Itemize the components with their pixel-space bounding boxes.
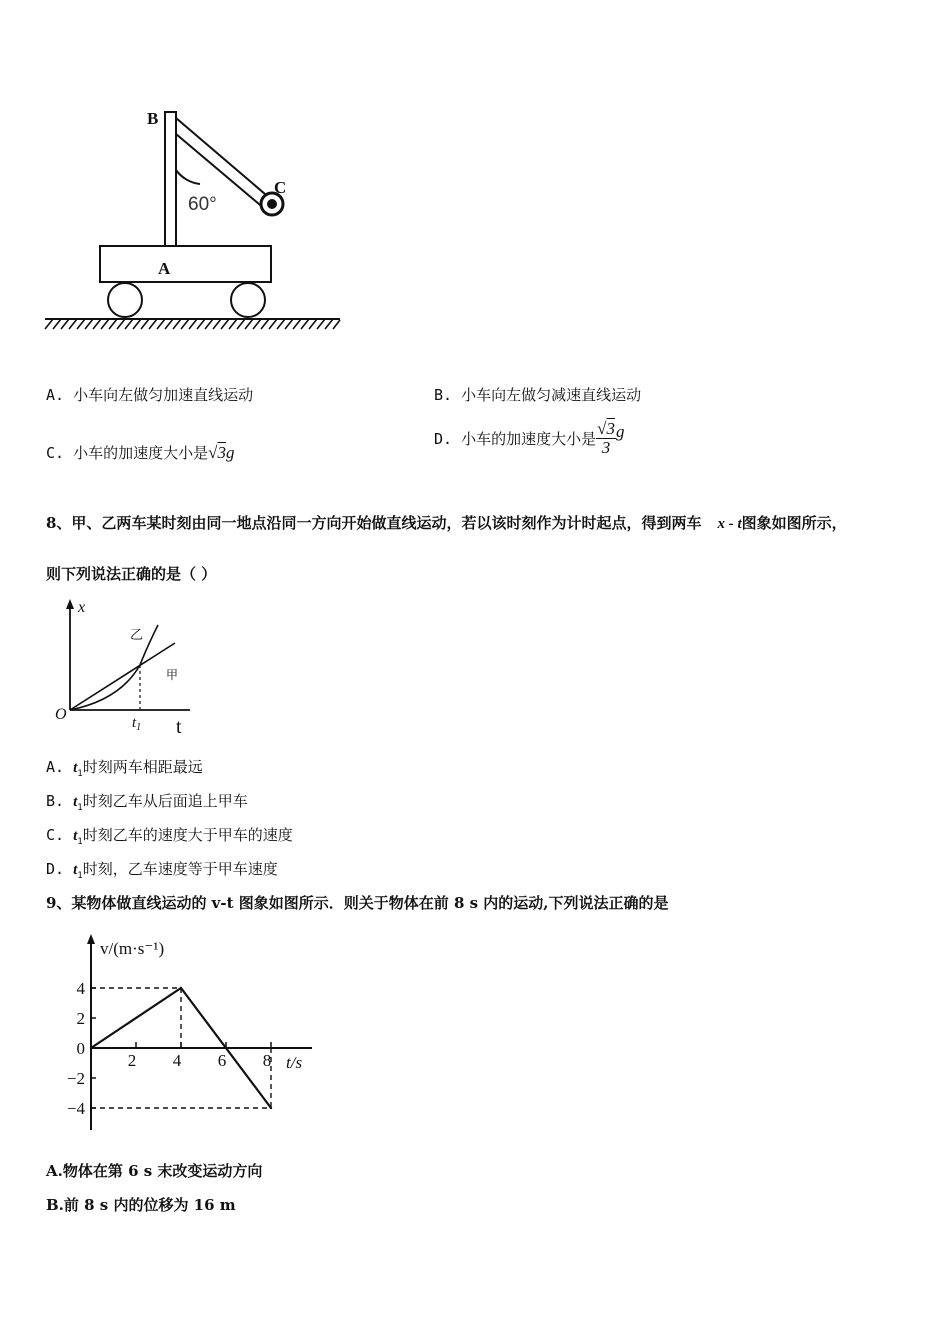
q7-option-c[interactable]: C. 小车的加速度大小是√3g: [46, 443, 235, 462]
q8-b-var: t: [73, 794, 78, 810]
vt-y-tick-label: −4: [66, 1099, 85, 1118]
vt-y-tick-label: 0: [76, 1039, 85, 1058]
vt-x-tick-label: 6: [217, 1051, 227, 1070]
q8-d-prefix: D.: [46, 860, 74, 878]
vertical-post: [165, 112, 176, 247]
q8-c-var: t: [73, 828, 78, 844]
vt-x-tick-label: 2: [127, 1051, 137, 1070]
q8-a-var: t: [73, 760, 78, 776]
label-c: C: [274, 178, 287, 197]
q8-stem-line1: [46, 512, 847, 533]
q8-d-sub: 1: [77, 871, 83, 881]
q8-b-text: 时刻乙车从后面追上甲车: [82, 792, 248, 810]
wheel-right: [231, 283, 265, 317]
vt-data-point: [180, 987, 182, 989]
q8-option-a[interactable]: [46, 756, 203, 779]
vt-y-axis-label: v/(m·s⁻¹): [100, 939, 165, 958]
q9-option-b[interactable]: B.前 8 s 内的位移为 16 m: [46, 1196, 236, 1214]
xt-origin-label: O: [55, 706, 67, 723]
vt-data-point: [270, 1107, 272, 1109]
q9-stem: 9、某物体做直线运动的 v-t 图象如图所示．则关于物体在前 8 s 内的运动,下列说法正确的是: [46, 894, 669, 912]
q7-option-d-text: D. 小车的加速度大小是: [434, 429, 597, 448]
q8-option-d[interactable]: [46, 858, 278, 881]
d-var: g: [615, 421, 625, 441]
d-denominator: 3: [601, 437, 611, 457]
q8-stem-end: 图象如图所示，: [741, 514, 847, 532]
vt-graph: [50, 930, 330, 1140]
ground-hatch: [45, 319, 340, 329]
q7-option-b[interactable]: B. 小车向左做匀减速直线运动: [434, 386, 642, 404]
label-yi: 乙: [130, 627, 144, 642]
c-var: g: [225, 443, 235, 462]
xt-x-axis-label: t: [176, 716, 182, 735]
vt-y-tick-label: −2: [66, 1069, 85, 1088]
q8-d-var: t: [73, 862, 78, 878]
rod-line: [176, 118, 272, 200]
c-radicand: 3: [217, 443, 226, 462]
q8-option-c[interactable]: [46, 824, 293, 847]
xt-y-axis-label: x: [78, 599, 86, 616]
q8-c-text: 时刻乙车的速度大于甲车的速度: [82, 826, 293, 844]
label-jia: 甲: [166, 668, 179, 682]
q8-a-sub: 1: [77, 769, 83, 779]
vt-data-point: [90, 1047, 92, 1049]
vt-y-tick-label: 4: [76, 979, 85, 998]
d-radicand: 3: [606, 419, 615, 438]
q8-d-text: 时刻，乙车速度等于甲车速度: [82, 860, 278, 878]
q8-a-prefix: A.: [46, 758, 74, 776]
q8-c-prefix: C.: [46, 826, 74, 844]
vt-x-tick-label: 4: [172, 1051, 182, 1070]
q7-option-d[interactable]: D. 小车的加速度大小是 $\frac{√3}{3}$ g: [434, 419, 625, 457]
label-b: B: [147, 109, 159, 128]
angle-label: 60°: [188, 194, 217, 215]
q8-b-sub: 1: [77, 803, 83, 813]
q8-a-text: 时刻两车相距最远: [82, 758, 203, 776]
angle-arc: [176, 170, 200, 184]
q8-stem-line2: 则下列说法正确的是（ ）: [46, 565, 217, 583]
q7-option-c-text: C. 小车的加速度大小是: [46, 444, 209, 462]
q8-c-sub: 1: [77, 837, 83, 847]
q8-b-prefix: B.: [46, 792, 74, 810]
q7-option-a[interactable]: A. 小车向左做匀加速直线运动: [46, 386, 254, 404]
wheel-left: [108, 283, 142, 317]
vt-x-tick-label: 8: [262, 1051, 272, 1070]
xt-graph: [50, 595, 210, 735]
line-jia: [70, 643, 175, 710]
t1-label: $t_1$: [132, 715, 142, 733]
q8-stem-xt: x - t: [717, 516, 742, 532]
q8-option-b[interactable]: [46, 790, 248, 813]
label-a: A: [158, 259, 171, 278]
curve-yi: [70, 625, 158, 710]
vt-y-tick-label: 2: [76, 1009, 85, 1028]
q8-stem-text: 8、甲、乙两车某时刻由同一地点沿同一方向开始做直线运动，若以该时刻作为计时起点，得到两车: [46, 514, 702, 532]
vt-x-axis-label: t/s: [286, 1053, 303, 1072]
cart-figure: [40, 100, 350, 335]
q9-option-a[interactable]: A.物体在第 6 s 末改变运动方向: [46, 1162, 263, 1180]
cart-body: [100, 246, 271, 282]
